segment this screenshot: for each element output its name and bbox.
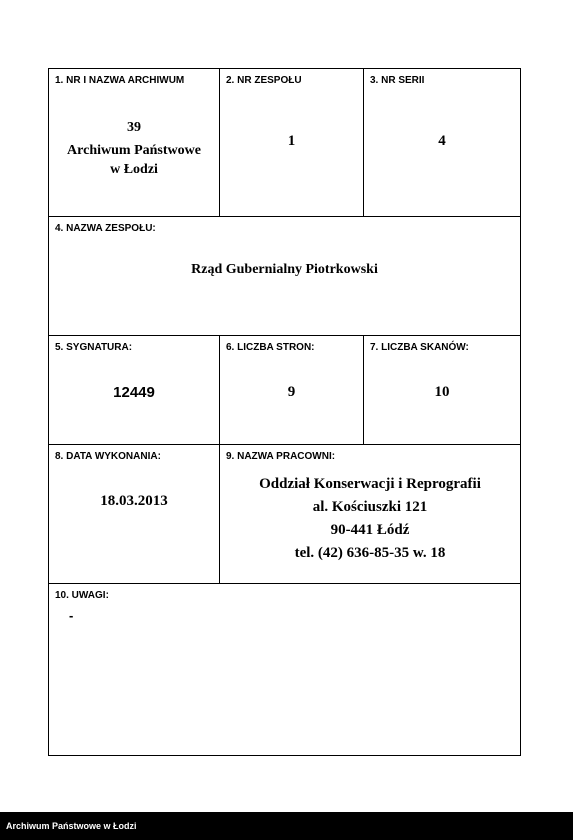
archive-metadata-card bbox=[48, 68, 521, 756]
workshop-phone: tel. (42) 636-85-35 w. 18 bbox=[294, 545, 446, 561]
archive-cell bbox=[49, 69, 219, 216]
fonds-name-value: Rząd Gubernialny Piotrkowski bbox=[191, 262, 378, 277]
remarks-label: 10. UWAGI: bbox=[55, 590, 109, 601]
workshop-city: 90-441 Łódź bbox=[330, 522, 410, 538]
archive-number: 39 bbox=[127, 120, 141, 135]
remarks-cell bbox=[49, 584, 520, 755]
archive-name-line2: w Łodzi bbox=[110, 162, 158, 177]
footer-text: Archiwum Państwowe w Łodzi bbox=[6, 821, 137, 831]
archive-label: 1. NR I NAZWA ARCHIWUM bbox=[55, 75, 185, 86]
fonds-name-label: 4. NAZWA ZESPOŁU: bbox=[55, 223, 156, 234]
series-number-value: 4 bbox=[438, 133, 446, 149]
signature-cell bbox=[49, 336, 219, 444]
scan-count-label: 7. LICZBA SKANÓW: bbox=[370, 342, 469, 353]
page-count-cell bbox=[220, 336, 363, 444]
scan-count-cell bbox=[364, 336, 520, 444]
fonds-number-cell bbox=[220, 69, 363, 216]
execution-date-cell bbox=[49, 445, 219, 583]
workshop-address: al. Kościuszki 121 bbox=[312, 499, 428, 515]
series-number-label: 3. NR SERII bbox=[370, 75, 425, 86]
signature-label: 5. SYGNATURA: bbox=[55, 342, 133, 353]
workshop-label: 9. NAZWA PRACOWNI: bbox=[226, 451, 336, 462]
workshop-cell bbox=[220, 445, 520, 583]
series-number-cell bbox=[364, 69, 520, 216]
fonds-name-cell bbox=[49, 217, 520, 335]
execution-date-label: 8. DATA WYKONANIA: bbox=[55, 451, 161, 462]
fonds-number-label: 2. NR ZESPOŁU bbox=[226, 75, 302, 86]
footer-bar bbox=[0, 812, 573, 840]
remarks-value: - bbox=[69, 608, 74, 623]
page-count-label: 6. LICZBA STRON: bbox=[226, 342, 315, 353]
execution-date-value: 18.03.2013 bbox=[100, 493, 168, 509]
fonds-number-value: 1 bbox=[287, 133, 296, 149]
workshop-name: Oddział Konserwacji i Reprografii bbox=[259, 476, 481, 492]
signature-value: 12449 bbox=[113, 384, 155, 401]
archive-name-line1: Archiwum Państwowe bbox=[67, 143, 201, 158]
scan-count-value: 10 bbox=[434, 384, 450, 400]
page-count-value: 9 bbox=[287, 384, 296, 400]
